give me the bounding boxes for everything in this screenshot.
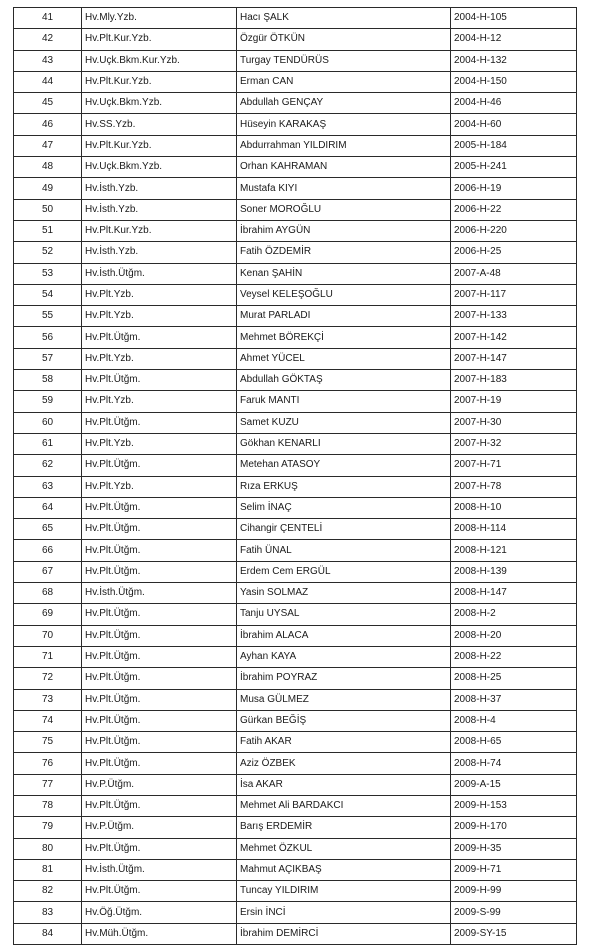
rank-cell: Hv.Plt.Yzb. [82, 348, 237, 369]
rank-cell: Hv.Mly.Yzb. [82, 8, 237, 29]
table-row [14, 412, 577, 433]
name-cell: Ersin İNCİ [237, 902, 451, 923]
table-row [14, 838, 577, 859]
registry-code-cell: 2004-H-105 [451, 8, 577, 29]
registry-code-cell: 2009-SY-15 [451, 923, 577, 944]
row-number-cell: 54 [14, 284, 82, 305]
table-row [14, 476, 577, 497]
row-number-cell: 70 [14, 625, 82, 646]
registry-code-cell: 2009-H-71 [451, 859, 577, 880]
name-cell: Fatih AKAR [237, 732, 451, 753]
table-row [14, 348, 577, 369]
rank-cell: Hv.Uçk.Bkm.Kur.Yzb. [82, 50, 237, 71]
row-number-cell: 53 [14, 263, 82, 284]
registry-code-cell: 2007-A-48 [451, 263, 577, 284]
registry-code-cell: 2007-H-133 [451, 306, 577, 327]
registry-code-cell: 2007-H-147 [451, 348, 577, 369]
table-row [14, 8, 577, 29]
table-row [14, 519, 577, 540]
registry-code-cell: 2005-H-241 [451, 157, 577, 178]
registry-code-cell: 2008-H-121 [451, 540, 577, 561]
rank-cell: Hv.Uçk.Bkm.Yzb. [82, 157, 237, 178]
table-row [14, 157, 577, 178]
name-cell: Gökhan KENARLI [237, 433, 451, 454]
name-cell: Özgür ÖTKÜN [237, 29, 451, 50]
table-row [14, 668, 577, 689]
table-row [14, 774, 577, 795]
table-row [14, 263, 577, 284]
name-cell: Hacı ŞALK [237, 8, 451, 29]
row-number-cell: 60 [14, 412, 82, 433]
table-row [14, 732, 577, 753]
row-number-cell: 59 [14, 391, 82, 412]
table-row [14, 583, 577, 604]
row-number-cell: 49 [14, 178, 82, 199]
name-cell: Erdem Cem ERGÜL [237, 561, 451, 582]
table-row [14, 391, 577, 412]
registry-code-cell: 2007-H-142 [451, 327, 577, 348]
name-cell: Turgay TENDÜRÜS [237, 50, 451, 71]
name-cell: Mehmet ÖZKUL [237, 838, 451, 859]
table-row [14, 135, 577, 156]
row-number-cell: 72 [14, 668, 82, 689]
table-row [14, 455, 577, 476]
rank-cell: Hv.Müh.Ütğm. [82, 923, 237, 944]
row-number-cell: 43 [14, 50, 82, 71]
row-number-cell: 46 [14, 114, 82, 135]
name-cell: Samet KUZU [237, 412, 451, 433]
personnel-table-body [14, 8, 577, 945]
name-cell: İbrahim POYRAZ [237, 668, 451, 689]
table-row [14, 71, 577, 92]
document-page [13, 7, 576, 945]
table-row [14, 902, 577, 923]
registry-code-cell: 2009-H-170 [451, 817, 577, 838]
name-cell: Fatih ÖZDEMİR [237, 242, 451, 263]
name-cell: Yasin SOLMAZ [237, 583, 451, 604]
registry-code-cell: 2006-H-19 [451, 178, 577, 199]
table-row [14, 689, 577, 710]
name-cell: Erman CAN [237, 71, 451, 92]
name-cell: Abdullah GENÇAY [237, 93, 451, 114]
row-number-cell: 50 [14, 199, 82, 220]
row-number-cell: 79 [14, 817, 82, 838]
rank-cell: Hv.Plt.Yzb. [82, 284, 237, 305]
row-number-cell: 63 [14, 476, 82, 497]
row-number-cell: 45 [14, 93, 82, 114]
table-row [14, 114, 577, 135]
row-number-cell: 51 [14, 220, 82, 241]
registry-code-cell: 2008-H-74 [451, 753, 577, 774]
rank-cell: Hv.Plt.Ütğm. [82, 327, 237, 348]
row-number-cell: 84 [14, 923, 82, 944]
row-number-cell: 71 [14, 646, 82, 667]
name-cell: Soner MOROĞLU [237, 199, 451, 220]
rank-cell: Hv.Plt.Ütğm. [82, 455, 237, 476]
rank-cell: Hv.Plt.Ütğm. [82, 710, 237, 731]
rank-cell: Hv.Öğ.Ütğm. [82, 902, 237, 923]
rank-cell: Hv.İsth.Ütğm. [82, 859, 237, 880]
rank-cell: Hv.Plt.Yzb. [82, 391, 237, 412]
table-row [14, 284, 577, 305]
name-cell: Metehan ATASOY [237, 455, 451, 476]
rank-cell: Hv.P.Ütğm. [82, 774, 237, 795]
rank-cell: Hv.Plt.Ütğm. [82, 838, 237, 859]
name-cell: Kenan ŞAHİN [237, 263, 451, 284]
registry-code-cell: 2007-H-30 [451, 412, 577, 433]
table-row [14, 29, 577, 50]
table-row [14, 199, 577, 220]
registry-code-cell: 2004-H-150 [451, 71, 577, 92]
name-cell: Cihangir ÇENTELİ [237, 519, 451, 540]
rank-cell: Hv.Plt.Ütğm. [82, 519, 237, 540]
row-number-cell: 62 [14, 455, 82, 476]
row-number-cell: 82 [14, 881, 82, 902]
registry-code-cell: 2009-H-153 [451, 795, 577, 816]
name-cell: Aziz ÖZBEK [237, 753, 451, 774]
row-number-cell: 56 [14, 327, 82, 348]
registry-code-cell: 2006-H-220 [451, 220, 577, 241]
row-number-cell: 83 [14, 902, 82, 923]
name-cell: Gürkan BEĞİŞ [237, 710, 451, 731]
table-row [14, 923, 577, 944]
name-cell: Mehmet Ali BARDAKCI [237, 795, 451, 816]
registry-code-cell: 2007-H-71 [451, 455, 577, 476]
table-row [14, 220, 577, 241]
row-number-cell: 74 [14, 710, 82, 731]
name-cell: Ayhan KAYA [237, 646, 451, 667]
table-row [14, 327, 577, 348]
row-number-cell: 47 [14, 135, 82, 156]
rank-cell: Hv.Plt.Ütğm. [82, 412, 237, 433]
registry-code-cell: 2008-H-114 [451, 519, 577, 540]
rank-cell: Hv.Plt.Kur.Yzb. [82, 71, 237, 92]
row-number-cell: 68 [14, 583, 82, 604]
rank-cell: Hv.İsth.Ütğm. [82, 263, 237, 284]
rank-cell: Hv.Plt.Ütğm. [82, 646, 237, 667]
registry-code-cell: 2007-H-183 [451, 370, 577, 391]
registry-code-cell: 2006-H-22 [451, 199, 577, 220]
name-cell: Mahmut AÇIKBAŞ [237, 859, 451, 880]
table-row [14, 540, 577, 561]
name-cell: Hüseyin KARAKAŞ [237, 114, 451, 135]
registry-code-cell: 2007-H-78 [451, 476, 577, 497]
row-number-cell: 52 [14, 242, 82, 263]
rank-cell: Hv.Plt.Kur.Yzb. [82, 29, 237, 50]
rank-cell: Hv.Plt.Ütğm. [82, 732, 237, 753]
registry-code-cell: 2004-H-60 [451, 114, 577, 135]
name-cell: İbrahim DEMİRCİ [237, 923, 451, 944]
rank-cell: Hv.Plt.Yzb. [82, 476, 237, 497]
row-number-cell: 61 [14, 433, 82, 454]
row-number-cell: 65 [14, 519, 82, 540]
table-row [14, 561, 577, 582]
registry-code-cell: 2008-H-10 [451, 497, 577, 518]
rank-cell: Hv.Plt.Ütğm. [82, 604, 237, 625]
name-cell: Abdullah GÖKTAŞ [237, 370, 451, 391]
name-cell: Abdurrahman YILDIRIM [237, 135, 451, 156]
table-row [14, 795, 577, 816]
name-cell: Fatih ÜNAL [237, 540, 451, 561]
rank-cell: Hv.İsth.Yzb. [82, 178, 237, 199]
name-cell: İbrahim ALACA [237, 625, 451, 646]
row-number-cell: 67 [14, 561, 82, 582]
rank-cell: Hv.Plt.Ütğm. [82, 753, 237, 774]
table-row [14, 881, 577, 902]
registry-code-cell: 2009-S-99 [451, 902, 577, 923]
rank-cell: Hv.Plt.Ütğm. [82, 881, 237, 902]
registry-code-cell: 2005-H-184 [451, 135, 577, 156]
registry-code-cell: 2007-H-32 [451, 433, 577, 454]
table-row [14, 178, 577, 199]
row-number-cell: 78 [14, 795, 82, 816]
name-cell: Musa GÜLMEZ [237, 689, 451, 710]
rank-cell: Hv.Plt.Ütğm. [82, 689, 237, 710]
registry-code-cell: 2004-H-12 [451, 29, 577, 50]
name-cell: Orhan KAHRAMAN [237, 157, 451, 178]
row-number-cell: 55 [14, 306, 82, 327]
registry-code-cell: 2008-H-4 [451, 710, 577, 731]
registry-code-cell: 2006-H-25 [451, 242, 577, 263]
row-number-cell: 64 [14, 497, 82, 518]
rank-cell: Hv.Plt.Yzb. [82, 433, 237, 454]
name-cell: Tuncay YILDIRIM [237, 881, 451, 902]
registry-code-cell: 2008-H-147 [451, 583, 577, 604]
row-number-cell: 57 [14, 348, 82, 369]
registry-code-cell: 2007-H-19 [451, 391, 577, 412]
registry-code-cell: 2008-H-37 [451, 689, 577, 710]
registry-code-cell: 2008-H-65 [451, 732, 577, 753]
table-row [14, 93, 577, 114]
rank-cell: Hv.Plt.Kur.Yzb. [82, 220, 237, 241]
table-row [14, 710, 577, 731]
name-cell: Mustafa KIYI [237, 178, 451, 199]
name-cell: İbrahim AYGÜN [237, 220, 451, 241]
rank-cell: Hv.İsth.Yzb. [82, 242, 237, 263]
rank-cell: Hv.SS.Yzb. [82, 114, 237, 135]
rank-cell: Hv.Uçk.Bkm.Yzb. [82, 93, 237, 114]
row-number-cell: 42 [14, 29, 82, 50]
name-cell: Rıza ERKUŞ [237, 476, 451, 497]
row-number-cell: 44 [14, 71, 82, 92]
name-cell: Faruk MANTI [237, 391, 451, 412]
table-row [14, 859, 577, 880]
row-number-cell: 77 [14, 774, 82, 795]
rank-cell: Hv.Plt.Ütğm. [82, 540, 237, 561]
registry-code-cell: 2004-H-46 [451, 93, 577, 114]
name-cell: Barış ERDEMİR [237, 817, 451, 838]
row-number-cell: 80 [14, 838, 82, 859]
rank-cell: Hv.Plt.Ütğm. [82, 561, 237, 582]
row-number-cell: 75 [14, 732, 82, 753]
table-row [14, 646, 577, 667]
name-cell: Selim İNAÇ [237, 497, 451, 518]
rank-cell: Hv.İsth.Yzb. [82, 199, 237, 220]
table-row [14, 817, 577, 838]
registry-code-cell: 2008-H-139 [451, 561, 577, 582]
registry-code-cell: 2008-H-20 [451, 625, 577, 646]
registry-code-cell: 2009-H-35 [451, 838, 577, 859]
rank-cell: Hv.Plt.Ütğm. [82, 497, 237, 518]
table-row [14, 370, 577, 391]
registry-code-cell: 2007-H-117 [451, 284, 577, 305]
registry-code-cell: 2008-H-25 [451, 668, 577, 689]
table-row [14, 625, 577, 646]
name-cell: Ahmet YÜCEL [237, 348, 451, 369]
rank-cell: Hv.İsth.Ütğm. [82, 583, 237, 604]
name-cell: Mehmet BÖREKÇİ [237, 327, 451, 348]
registry-code-cell: 2008-H-22 [451, 646, 577, 667]
rank-cell: Hv.Plt.Kur.Yzb. [82, 135, 237, 156]
name-cell: Murat PARLADI [237, 306, 451, 327]
rank-cell: Hv.Plt.Ütğm. [82, 370, 237, 391]
row-number-cell: 41 [14, 8, 82, 29]
row-number-cell: 58 [14, 370, 82, 391]
registry-code-cell: 2008-H-2 [451, 604, 577, 625]
row-number-cell: 69 [14, 604, 82, 625]
row-number-cell: 48 [14, 157, 82, 178]
table-row [14, 306, 577, 327]
table-row [14, 604, 577, 625]
personnel-table [13, 7, 577, 945]
name-cell: İsa AKAR [237, 774, 451, 795]
table-row [14, 50, 577, 71]
table-row [14, 497, 577, 518]
rank-cell: Hv.Plt.Ütğm. [82, 625, 237, 646]
row-number-cell: 81 [14, 859, 82, 880]
rank-cell: Hv.Plt.Ütğm. [82, 795, 237, 816]
name-cell: Tanju UYSAL [237, 604, 451, 625]
row-number-cell: 73 [14, 689, 82, 710]
rank-cell: Hv.Plt.Yzb. [82, 306, 237, 327]
row-number-cell: 66 [14, 540, 82, 561]
table-row [14, 753, 577, 774]
table-row [14, 242, 577, 263]
rank-cell: Hv.Plt.Ütğm. [82, 668, 237, 689]
registry-code-cell: 2009-A-15 [451, 774, 577, 795]
table-row [14, 433, 577, 454]
name-cell: Veysel KELEŞOĞLU [237, 284, 451, 305]
registry-code-cell: 2004-H-132 [451, 50, 577, 71]
row-number-cell: 76 [14, 753, 82, 774]
rank-cell: Hv.P.Ütğm. [82, 817, 237, 838]
registry-code-cell: 2009-H-99 [451, 881, 577, 902]
